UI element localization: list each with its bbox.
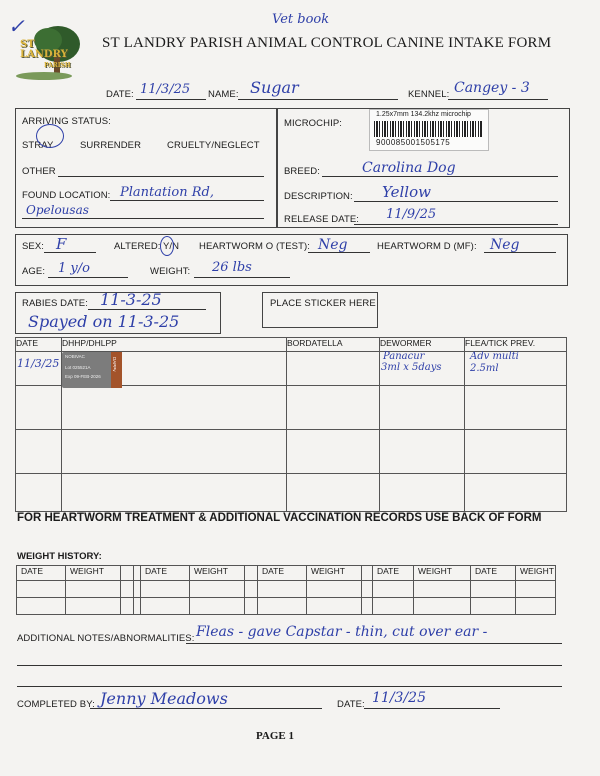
microchip-label: MICROCHIP:: [284, 118, 342, 129]
logo-text-2: LANDRY: [20, 49, 68, 60]
dewormer-name: Panacur: [383, 351, 425, 362]
breed-value: Carolina Dog: [362, 160, 456, 176]
flea-dose: 2.5ml: [470, 363, 499, 374]
wh-date-1: DATE: [17, 566, 66, 581]
altered-value: Y/N: [163, 241, 180, 252]
back-of-form-notice: FOR HEARTWORM TREATMENT & ADDITIONAL VACCINATION RECORDS USE BACK OF FORM: [17, 512, 542, 524]
name-value: Sugar: [250, 78, 299, 97]
kennel-label: KENNEL:: [408, 89, 450, 100]
hw-test-value: Neg: [318, 237, 348, 253]
notes-value: Fleas - gave Capstar - thin, cut over ear -: [196, 624, 488, 640]
found-location-city: Opelousas: [26, 203, 89, 217]
date-value: 11/3/25: [140, 82, 191, 97]
vacc-header-date: DATE: [16, 338, 62, 352]
flea-name: Adv multi: [470, 351, 519, 362]
arriving-status-label: ARRIVING STATUS:: [22, 116, 111, 127]
wh-weight-4: WEIGHT: [414, 566, 471, 581]
microchip-sticker: [369, 109, 489, 151]
weight-label: WEIGHT:: [150, 266, 191, 277]
vial-side-text: DAPPv: [112, 357, 117, 372]
completed-by-label: COMPLETED BY:: [17, 699, 95, 710]
microchip-number: 900085001505175: [376, 138, 451, 147]
logo-text-1: ST: [20, 39, 35, 50]
found-location-label: FOUND LOCATION:: [22, 190, 111, 201]
status-stray: STRAY: [22, 140, 54, 151]
dewormer-dose: 3ml x 5days: [381, 362, 442, 373]
vacc-row1-date: 11/3/25: [17, 357, 60, 370]
hw-test-label: HEARTWORM O (TEST):: [199, 241, 310, 252]
weight-history-header-row: [17, 566, 556, 581]
vet-book-note: Vet book: [272, 12, 330, 27]
release-date-label: RELEASE DATE:: [284, 214, 360, 225]
vial-lot-label: Lot: [65, 365, 72, 370]
barcode: [374, 121, 482, 137]
wh-weight-1: WEIGHT: [66, 566, 121, 581]
breed-label: BREED:: [284, 166, 320, 177]
notes-label: ADDITIONAL NOTES/ABNORMALITIES:: [17, 633, 195, 644]
footer-date-value: 11/3/25: [372, 690, 426, 706]
sex-label: SEX:: [22, 241, 45, 252]
vial-lot: 025521A: [72, 365, 91, 370]
place-sticker-label: PLACE STICKER HERE: [270, 298, 376, 309]
age-label: AGE:: [22, 266, 46, 277]
other-label: OTHER: [22, 166, 56, 177]
date-label: DATE:: [106, 89, 134, 100]
vial-exp-label: Exp: [65, 374, 73, 379]
weight-history-table: [16, 565, 556, 615]
parish-logo: [14, 22, 82, 80]
status-cruelty: CRUELTY/NEGLECT: [167, 140, 260, 151]
weight-value: 26 lbs: [212, 260, 252, 275]
vaccine-vial-label: [62, 352, 122, 388]
wh-date-4: DATE: [373, 566, 414, 581]
vial-exp: 09-FEB-2026: [74, 374, 101, 379]
hw-mf-label: HEARTWORM D (MF):: [377, 241, 477, 252]
hw-mf-value: Neg: [490, 237, 520, 253]
altered-label: ALTERED:: [114, 241, 161, 252]
vacc-header-flea: FLEA/TICK PREV.: [465, 338, 567, 352]
microchip-desc: 1.25x7mm 134.2khz microchip: [376, 111, 471, 118]
sex-value: F: [56, 235, 67, 253]
vial-side-strip: [111, 352, 122, 388]
vacc-header-bordatella: BORDATELLA: [287, 338, 380, 352]
stray-circle: [36, 124, 64, 148]
page-number: PAGE 1: [256, 730, 294, 742]
completed-by-signature: Jenny Meadows: [100, 689, 228, 708]
wh-weight-3: WEIGHT: [307, 566, 362, 581]
vacc-header-dewormer: DEWORMER: [380, 338, 465, 352]
release-date-value: 11/9/25: [386, 207, 437, 222]
wh-date-5: DATE: [471, 566, 516, 581]
spayed-note: Spayed on 11-3-25: [28, 312, 180, 331]
check-mark: ✓: [8, 14, 25, 38]
description-label: DESCRIPTION:: [284, 191, 353, 202]
wh-weight-2: WEIGHT: [190, 566, 245, 581]
name-label: NAME:: [208, 89, 239, 100]
vacc-header-dhhp: DHHP/DHLPP: [62, 338, 287, 352]
found-location-value: Plantation Rd,: [120, 185, 214, 200]
form-title: ST LANDRY PARISH ANIMAL CONTROL CANINE INTAKE FORM: [102, 35, 552, 51]
kennel-value: Cangey - 3: [454, 80, 530, 96]
status-surrender: SURRENDER: [80, 140, 142, 151]
description-value: Yellow: [382, 183, 431, 201]
wh-date-2: DATE: [141, 566, 190, 581]
logo-text-3: PARISH: [44, 62, 71, 69]
weight-history-label: WEIGHT HISTORY:: [17, 551, 102, 562]
rabies-date-value: 11-3-25: [100, 290, 162, 309]
vial-brand: NOBIVAC: [65, 354, 85, 359]
altered-circle: [160, 236, 174, 256]
wh-date-3: DATE: [258, 566, 307, 581]
age-value: 1 y/o: [58, 261, 90, 276]
footer-date-label: DATE:: [337, 699, 365, 710]
wh-weight-5: WEIGHT: [516, 566, 556, 581]
rabies-date-label: RABIES DATE:: [22, 298, 88, 309]
